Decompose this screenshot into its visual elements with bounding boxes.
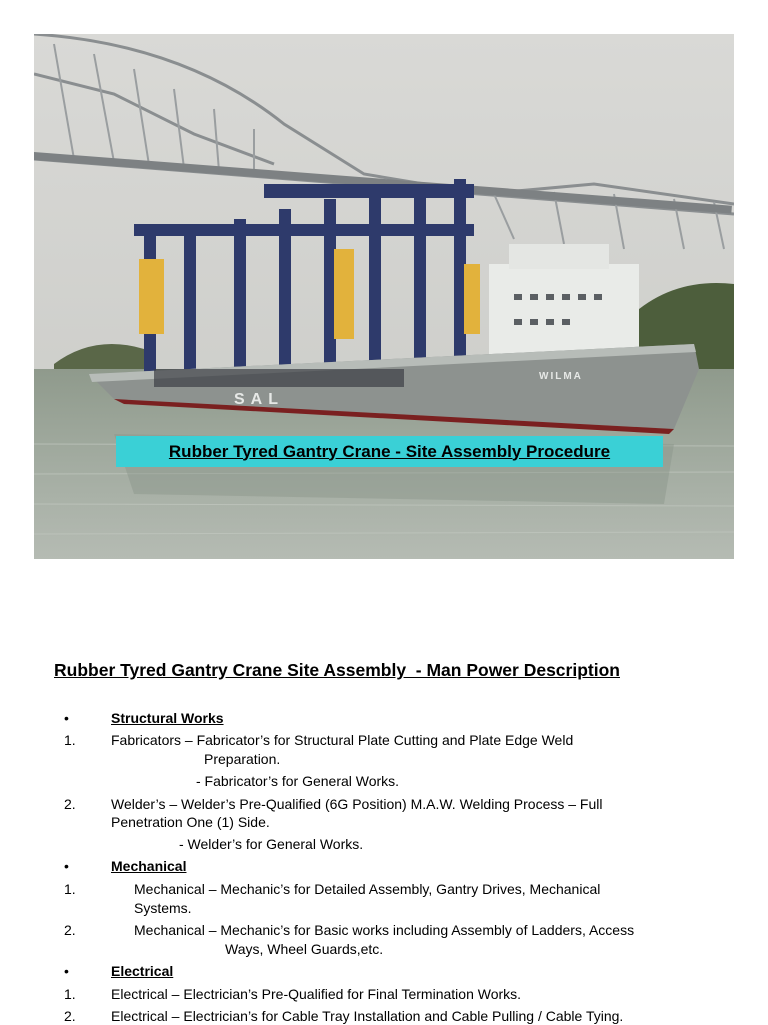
hull-text: SAL (234, 391, 284, 408)
item-number: 1. (64, 881, 76, 897)
item-number: 2. (64, 922, 76, 938)
item-line: Systems. (134, 900, 192, 916)
ship-name-text: WILMA (539, 371, 583, 382)
item-line: - Welder’s for General Works. (179, 836, 364, 852)
section-title-electrical: Electrical (111, 963, 174, 979)
ship-photo-illustration (34, 34, 734, 559)
item-number: 2. (64, 1008, 76, 1024)
cover-photo (34, 34, 734, 559)
document-heading: Rubber Tyred Gantry Crane Site Assembly - Man Power Description (54, 660, 620, 680)
item-number: 1. (64, 732, 76, 748)
item-number: 1. (64, 986, 76, 1002)
section-title-mechanical: Mechanical (111, 858, 187, 874)
item-line: Mechanical – Mechanic’s for Basic works including Assembly of Ladders, Access (134, 922, 635, 938)
bullet-marker: • (64, 710, 69, 726)
item-line: Ways, Wheel Guards,etc. (225, 941, 384, 957)
bullet-marker: • (64, 858, 69, 874)
item-line: - Fabricator’s for General Works. (196, 773, 400, 789)
item-line: Electrical – Electrician’s for Cable Tray Installation and Cable Pulling / Cable Tying. (111, 1008, 624, 1024)
caption-text: Rubber Tyred Gantry Crane - Site Assembly Procedure (168, 441, 611, 461)
item-number: 2. (64, 796, 76, 812)
item-line: Preparation. (204, 751, 281, 767)
item-line: Welder’s – Welder’s Pre-Qualified (6G Position) M.A.W. Welding Process – Full (111, 796, 603, 812)
bullet-marker: • (64, 963, 69, 979)
caption-box (116, 436, 663, 467)
item-line: Penetration One (1) Side. (111, 814, 270, 830)
item-line: Fabricators – Fabricator’s for Structural Plate Cutting and Plate Edge Weld (111, 732, 574, 748)
item-line: Electrical – Electrician’s Pre-Qualified for Final Termination Works. (111, 986, 522, 1002)
item-line: Mechanical – Mechanic’s for Detailed Assembly, Gantry Drives, Mechanical (134, 881, 601, 897)
section-title-structural: Structural Works (111, 710, 224, 726)
